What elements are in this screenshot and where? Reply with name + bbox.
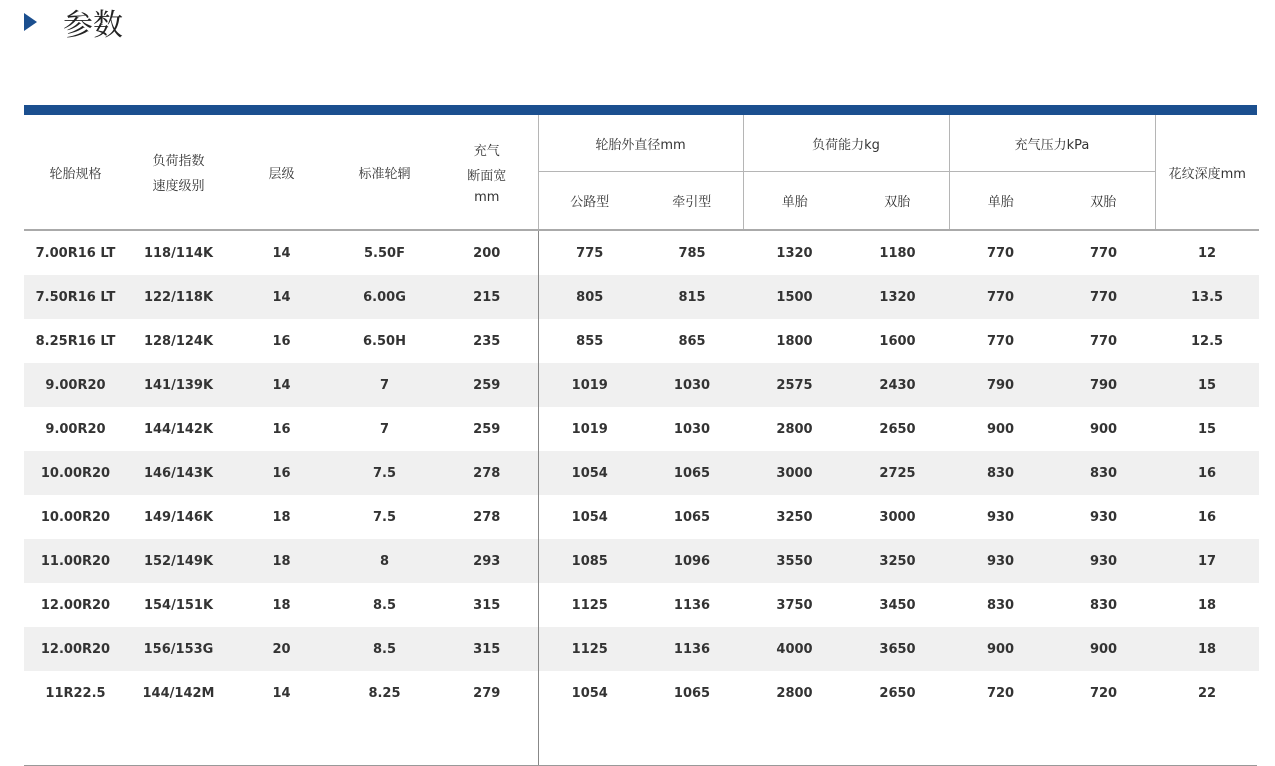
cell-pressure-single: 770 (986, 245, 1015, 261)
cell-pressure-single: 770 (986, 333, 1015, 349)
cell-ply: 14 (272, 685, 291, 701)
cell-rim: 6.50H (363, 333, 406, 349)
cell-rim: 8.5 (372, 597, 397, 613)
triangle-bullet-icon (24, 13, 37, 31)
cell-spec: 10.00R20 (24, 451, 127, 495)
spacer-cell (127, 715, 230, 765)
cell-rim: 8.5 (333, 627, 436, 671)
cell-width: 200 (473, 245, 501, 261)
cell-depth: 18 (1155, 627, 1259, 671)
cell-spec: 12.00R20 (40, 597, 111, 613)
cell-pressure-single: 930 (986, 509, 1015, 525)
spacer-cell (846, 715, 949, 765)
cell-diameter-traction: 1065 (673, 685, 711, 701)
table-body (24, 230, 1259, 765)
cell-ply: 14 (272, 245, 291, 261)
cell-diameter-road: 1019 (538, 407, 641, 451)
cell-rim: 7 (379, 421, 390, 437)
cell-depth: 12 (1197, 245, 1217, 261)
cell-spec: 7.00R16 LT (35, 245, 116, 261)
cell-diameter-traction: 1065 (641, 451, 743, 495)
cell-pressure-dual: 830 (1089, 597, 1118, 613)
table-row (24, 671, 1259, 715)
cell-load-index: 122/118K (127, 275, 230, 319)
cell-pressure-single: 790 (949, 363, 1052, 407)
cell-diameter-road: 775 (538, 230, 641, 275)
cell-spec: 7.50R16 LT (24, 275, 127, 319)
cell-load-single: 2800 (776, 421, 813, 437)
cell-pressure-dual: 930 (1052, 539, 1155, 583)
cell-load-dual: 1600 (879, 333, 916, 349)
table-row (24, 539, 1259, 583)
cell-depth: 12.5 (1190, 333, 1224, 349)
cell-diameter-road: 1019 (538, 363, 641, 407)
cell-diameter-road: 855 (538, 319, 641, 363)
cell-load-dual: 3650 (846, 627, 949, 671)
cell-width: 235 (473, 333, 501, 349)
cell-pressure-single: 900 (949, 627, 1052, 671)
cell-rim: 6.00G (333, 275, 436, 319)
header-width-line2: 断面宽 (467, 168, 507, 184)
cell-load-dual: 2725 (846, 451, 949, 495)
cell-rim: 7 (333, 363, 436, 407)
cell-width: 315 (473, 597, 501, 613)
cell-depth: 22 (1197, 685, 1217, 701)
header-pressure-dual: 双胎 (1052, 172, 1155, 231)
cell-load-single: 3250 (776, 509, 813, 525)
header-load-single: 单胎 (781, 195, 808, 210)
cell-load-single: 3750 (776, 597, 813, 613)
header-pressure-single: 单胎 (987, 195, 1014, 210)
cell-pressure-dual: 770 (1052, 275, 1155, 319)
cell-load-dual: 1180 (879, 245, 916, 261)
spacer-cell (1155, 715, 1259, 765)
cell-diameter-road: 1054 (538, 671, 641, 715)
cell-width: 279 (473, 685, 501, 701)
cell-diameter-traction: 785 (678, 245, 706, 261)
spacer-cell (949, 715, 1052, 765)
cell-diameter-traction: 1065 (673, 509, 711, 525)
cell-load-single: 3550 (743, 539, 846, 583)
cell-pressure-single: 900 (986, 421, 1015, 437)
cell-depth: 17 (1155, 539, 1259, 583)
cell-pressure-dual: 720 (1089, 685, 1118, 701)
cell-depth: 15 (1155, 363, 1259, 407)
table-row (24, 495, 1259, 539)
cell-rim: 5.50F (364, 245, 405, 261)
cell-load-index: 144/142M (142, 685, 215, 701)
header-width-line3: mm (474, 189, 500, 205)
cell-spec: 12.00R20 (24, 627, 127, 671)
header-ply: 层级 (268, 166, 295, 182)
header-diameter: 轮胎外直径mm (538, 115, 743, 172)
table-row (24, 319, 1259, 363)
cell-ply: 18 (272, 597, 291, 613)
cell-ply: 20 (230, 627, 333, 671)
page-title: 参数 (63, 8, 123, 43)
cell-load-index: 149/146K (143, 509, 214, 525)
table-row (24, 627, 1259, 671)
cell-pressure-single: 930 (949, 539, 1052, 583)
cell-ply: 16 (230, 451, 333, 495)
table-row (24, 363, 1259, 407)
cell-ply: 18 (230, 539, 333, 583)
cell-load-single: 1800 (776, 333, 813, 349)
cell-load-dual: 2430 (846, 363, 949, 407)
cell-diameter-traction: 1136 (641, 627, 743, 671)
table-header (24, 115, 1259, 230)
cell-depth: 16 (1197, 509, 1217, 525)
cell-diameter-road: 1085 (538, 539, 641, 583)
cell-spec: 9.00R20 (24, 363, 127, 407)
spacer-cell (436, 715, 538, 765)
cell-load-index: 154/151K (143, 597, 214, 613)
cell-ply: 18 (272, 509, 291, 525)
header-load: 负荷能力kg (743, 115, 949, 172)
cell-load-index: 156/153G (127, 627, 230, 671)
cell-pressure-dual: 900 (1052, 627, 1155, 671)
cell-diameter-traction: 1030 (641, 363, 743, 407)
cell-rim: 7.5 (333, 451, 436, 495)
cell-pressure-dual: 900 (1089, 421, 1118, 437)
header-load-index-line2: 速度级别 (152, 179, 205, 194)
cell-spec: 9.00R20 (45, 421, 106, 437)
cell-pressure-dual: 770 (1089, 245, 1118, 261)
cell-diameter-traction: 815 (641, 275, 743, 319)
cell-diameter-road: 1125 (538, 627, 641, 671)
cell-load-single: 1320 (776, 245, 813, 261)
spacer-cell (538, 715, 641, 765)
section-header (24, 0, 123, 44)
cell-load-single: 3000 (743, 451, 846, 495)
cell-pressure-single: 720 (986, 685, 1015, 701)
cell-load-index: 128/124K (143, 333, 214, 349)
cell-pressure-single: 770 (949, 275, 1052, 319)
cell-rim: 8.25 (368, 685, 401, 701)
cell-diameter-road: 1054 (538, 495, 641, 539)
cell-spec: 8.25R16 LT (35, 333, 116, 349)
table-row (24, 451, 1259, 495)
cell-load-dual: 3450 (879, 597, 916, 613)
spacer-cell (230, 715, 333, 765)
cell-ply: 14 (230, 363, 333, 407)
cell-spec: 11.00R20 (24, 539, 127, 583)
header-diameter-traction: 牵引型 (641, 172, 743, 231)
cell-ply: 14 (230, 275, 333, 319)
cell-width: 315 (436, 627, 538, 671)
cell-ply: 16 (272, 421, 291, 437)
spacer-cell (1052, 715, 1155, 765)
table-row (24, 583, 1259, 627)
cell-diameter-road: 805 (538, 275, 641, 319)
cell-load-index: 146/143K (127, 451, 230, 495)
spacer-cell (333, 715, 436, 765)
cell-load-dual: 2650 (879, 421, 916, 437)
cell-diameter-traction: 1030 (673, 421, 711, 437)
spacer-cell (743, 715, 846, 765)
cell-diameter-road: 1125 (538, 583, 641, 627)
header-depth: 花纹深度mm (1168, 166, 1246, 182)
table-row (24, 407, 1259, 451)
cell-diameter-road: 1054 (538, 451, 641, 495)
spacer-cell (24, 715, 127, 765)
header-load-index-line1: 负荷指数 (152, 154, 205, 169)
cell-load-index: 141/139K (127, 363, 230, 407)
cell-depth: 15 (1197, 421, 1217, 437)
cell-depth: 18 (1197, 597, 1217, 613)
cell-spec: 11R22.5 (45, 685, 106, 701)
cell-pressure-dual: 770 (1089, 333, 1118, 349)
cell-width: 278 (436, 451, 538, 495)
cell-depth: 13.5 (1155, 275, 1259, 319)
cell-load-dual: 1320 (846, 275, 949, 319)
cell-load-dual: 3250 (846, 539, 949, 583)
cell-load-single: 1500 (743, 275, 846, 319)
cell-ply: 16 (272, 333, 291, 349)
cell-width: 215 (436, 275, 538, 319)
cell-load-dual: 3000 (879, 509, 916, 525)
cell-load-index: 118/114K (143, 245, 214, 261)
cell-load-single: 2800 (776, 685, 813, 701)
cell-rim: 7.5 (372, 509, 397, 525)
header-rim: 标准轮辋 (358, 166, 411, 182)
cell-diameter-traction: 1096 (641, 539, 743, 583)
cell-pressure-dual: 830 (1052, 451, 1155, 495)
header-load-index (127, 115, 230, 230)
header-pressure: 充气压力kPa (949, 115, 1155, 172)
table-bottom-spacer (24, 715, 1259, 765)
header-spec: 轮胎规格 (49, 166, 102, 182)
cell-pressure-single: 830 (949, 451, 1052, 495)
header-width-line1: 充气 (473, 143, 500, 159)
spacer-cell (641, 715, 743, 765)
cell-width: 259 (436, 363, 538, 407)
cell-width: 293 (436, 539, 538, 583)
table-row (24, 275, 1259, 319)
table-top-rule (24, 105, 1257, 115)
cell-load-index: 152/149K (127, 539, 230, 583)
cell-spec: 10.00R20 (40, 509, 111, 525)
cell-pressure-dual: 790 (1052, 363, 1155, 407)
cell-diameter-traction: 1136 (673, 597, 711, 613)
cell-diameter-traction: 865 (678, 333, 706, 349)
cell-pressure-single: 830 (986, 597, 1015, 613)
spec-table-container (24, 105, 1257, 766)
cell-pressure-dual: 930 (1089, 509, 1118, 525)
cell-rim: 8 (333, 539, 436, 583)
cell-load-dual: 2650 (879, 685, 916, 701)
cell-width: 278 (473, 509, 501, 525)
cell-load-single: 2575 (743, 363, 846, 407)
header-width (436, 115, 538, 230)
cell-width: 259 (473, 421, 501, 437)
tire-spec-table (24, 115, 1259, 765)
header-load-dual: 双胎 (846, 172, 949, 231)
cell-load-index: 144/142K (143, 421, 214, 437)
table-row (24, 230, 1259, 275)
cell-depth: 16 (1155, 451, 1259, 495)
header-diameter-road: 公路型 (570, 195, 610, 210)
cell-load-single: 4000 (743, 627, 846, 671)
